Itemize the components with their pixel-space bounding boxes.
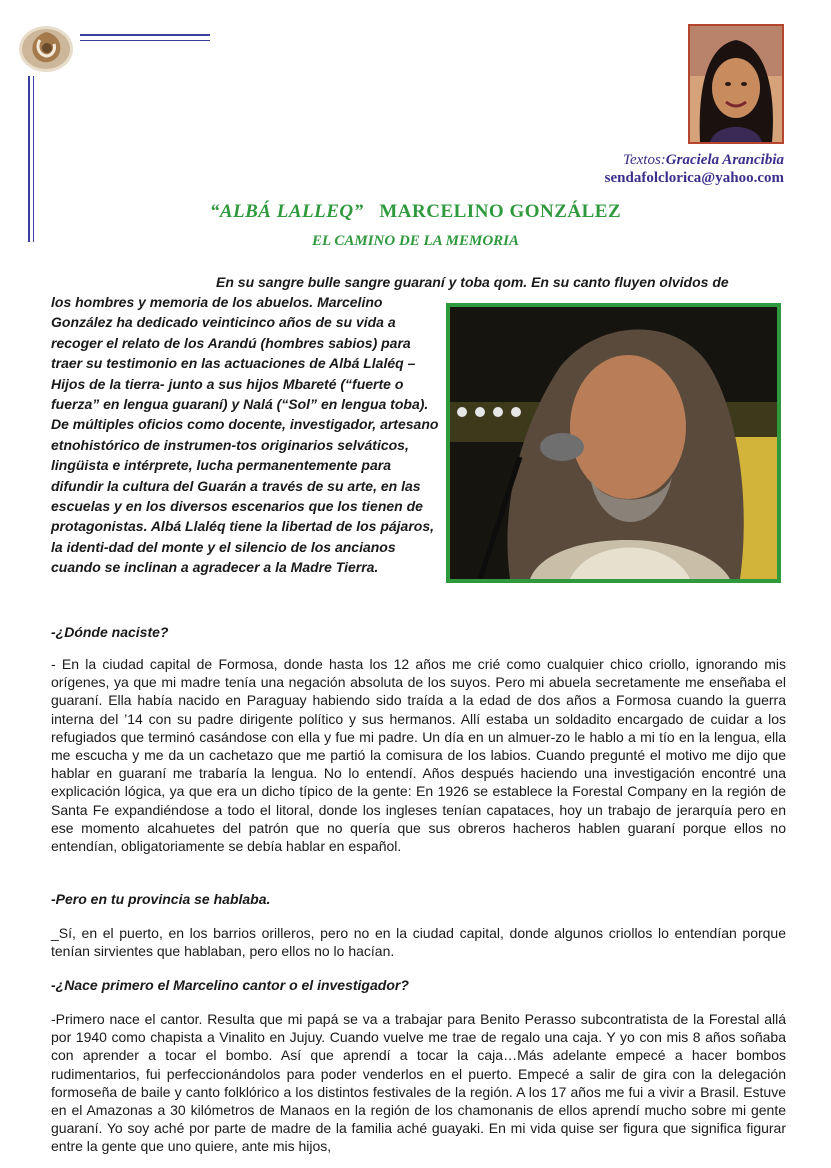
title-group-name: “ALBÁ LALLEQ” bbox=[209, 201, 364, 222]
credit-label: Textos: bbox=[623, 152, 666, 168]
question-2: -Pero en tu provincia se hablaba. bbox=[51, 891, 271, 907]
logo bbox=[16, 22, 74, 74]
author-photo bbox=[688, 24, 784, 144]
author-email: sendafolclorica@yahoo.com bbox=[604, 170, 784, 186]
credit-name: Graciela Arancibia bbox=[665, 152, 784, 168]
artist-photo bbox=[446, 303, 781, 583]
page-title bbox=[0, 201, 831, 223]
author-credit bbox=[605, 152, 784, 187]
answer-2: _Sí, en el puerto, en los barrios orilleros, pero no en la ciudad capital, donde algunos criollos lo entendían porque tenían sirvientes que hablaban, pero ellos no lo hacían. bbox=[51, 925, 786, 960]
intro-first-line: En su sangre bulle sangre guaraní y toba qom. En su canto fluyen olvidos de bbox=[216, 274, 729, 290]
page-subtitle: EL CAMINO DE LA MEMORIA bbox=[312, 233, 519, 249]
question-3: -¿Nace primero el Marcelino cantor o el investigador? bbox=[51, 977, 409, 993]
title-artist-name: MARCELINO GONZÁLEZ bbox=[379, 201, 622, 222]
answer-3: -Primero nace el cantor. Resulta que mi papá se va a trabajar para Benito Perasso subcontratista de la Forestal allá por 1940 como chapista a Vinalito en Jujuy. Cuando vuelve me trae de regalo una caja. Y yo con mis 8 años soñaba con aprender a tocar el bombo. Así que aprendí a tocar la caja…Más adelante empecé a hacer bombos rudimentarios, fui perfeccionándolos para poder venderlos en el puerto. Empecé a salir de gira con la delegación formoseña de baile y canto folklórico a los distintos festivales de la región. A los 17 años me fui a vivir a Brasil. Estuve en el Amazonas a 30 kilómetros de Manaos en la región de los chamonanis de ellos aprendí mucho sobre mi gente guaraní. Yo soy aché por parte de madre de la familia aché guayaki. En mi vida quise ser figura que significa figurar entre la gente que uno quiere, ante mis hijos, bbox=[51, 1011, 786, 1155]
answer-1: - En la ciudad capital de Formosa, donde hasta los 12 años me crié como cualquier chico criollo, ignorando mis orígenes, ya que mi madre tenía una negación absoluta de los suyos. Pero mi abuela secretamente me enseñaba el guaraní. Ella había nacido en Paraguay habiendo sido traída a la edad de dos años a Formosa cuando la guerra interna del ’14 con su padre dirigente político y sus hermanos. Allí estaba un soldadito encargado de cuidar a los refugiados que terminó casándose con ella y fue mi padre. Un día en un almuer-zo le hablo a mi tío en la lengua, ella me escucha y me da un cachetazo que me partió la comisura de los labios. Cuando pregunté el motivo me dijo que hablar en guaraní me trabaría la lengua. No lo entendí. Años después haciendo una investigación encontré una explicación lógica, ya que era un dicho típico de la gente: En 1926 se establece la Forestal Company en la región de Santa Fe expandiéndose a todo el litoral, donde los ingleses tenían capataces, hoy un trabajo de jerarquía pero en ese momento alcahuetes del patrón que no quería que sus obreros hacheros hablen guaraní porque ellos no entendían, obligatoriamente se debía hablar en español. bbox=[51, 656, 786, 855]
question-1: -¿Dónde naciste? bbox=[51, 624, 169, 640]
header-rule bbox=[80, 34, 210, 36]
header-rule-thin bbox=[80, 40, 210, 41]
intro-paragraph: los hombres y memoria de los abuelos. Marcelino González ha dedicado veinticinco años de su vida a recoger el relato de los Arandú (hombres sabios) para traer su testimonio en las actuaciones de Albá Llaléq –Hijos de la tierra- junto a sus hijos Mbareté (“fuerte o fuerza” en lengua guaraní) y Nalá (“Sol” en lengua toba). De múltiples oficios como docente, investigador, artesano etnohistórico de instrumen-tos originarios selváticos, lingüista e intérprete, lucha permanentemente para difundir la cultura del Guarán a través de su arte, en las escuelas y en los diversos escenarios que los tienen de protagonistas. Albá Llaléq tiene la libertad de los pájaros, la identi-dad del monte y el silencio de los ancianos cuando se inclinan a agradecer a la Madre Tierra. bbox=[51, 294, 439, 576]
